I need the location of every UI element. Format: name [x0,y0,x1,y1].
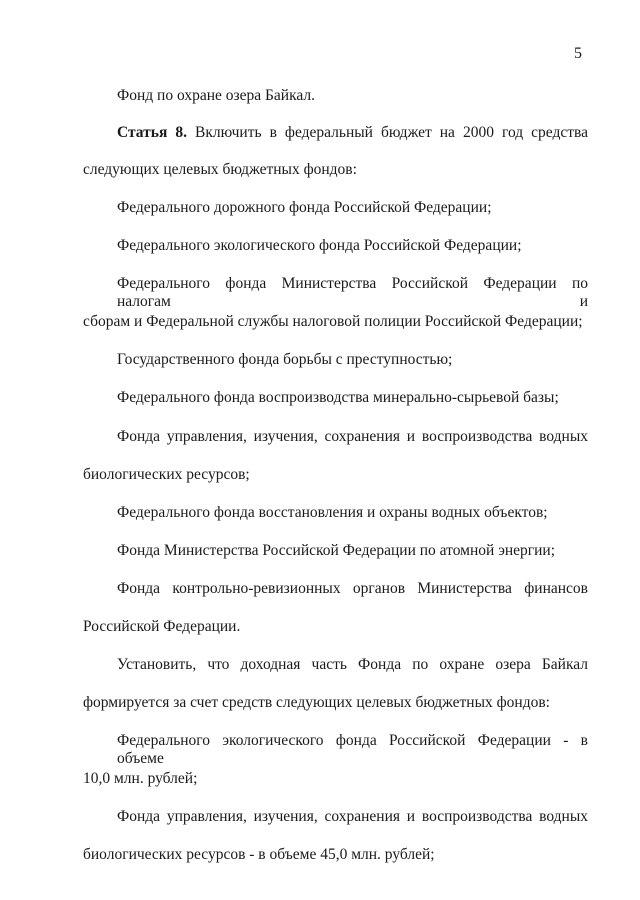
line-baikal-fund: Фонд по охране озера Байкал. [117,87,316,104]
line-bio-amount-2: биологических ресурсов - в объеме 45,0 млн. рублей; [83,846,435,863]
line-bio-resources-1: Фонда управления, изучения, сохранения и воспроизводства водных [117,428,588,445]
line-target-funds: следующих целевых бюджетных фондов: [83,161,357,178]
line-ecology-fund: Федерального экологического фонда Российской Федерации; [117,237,522,254]
line-ecology-amount-1: Федерального экологического фонда Российской Федерации - в объеме [117,732,588,767]
line-atomic-fund: Фонда Министерства Российской Федерации по атомной энергии; [117,542,556,559]
line-tax-fund-1: Федерального фонда Министерства Российской Федерации по налогам и [117,275,588,310]
article-8-text: Включить в федеральный бюджет на 2000 год средства [187,124,588,141]
line-crime-fund: Государственного фонда борьбы с преступностью; [117,351,453,368]
line-bio-amount-1: Фонда управления, изучения, сохранения и воспроизводства водных [117,808,588,825]
line-ecology-amount-2: 10,0 млн. рублей; [83,770,198,787]
page-number: 5 [574,45,582,62]
line-establish-1: Установить, что доходная часть Фонда по охране озера Байкал [117,656,588,673]
line-mineral-fund: Федерального фонда воспроизводства минерально-сырьевой базы; [117,389,559,406]
line-water-objects-fund: Федерального фонда восстановления и охраны водных объектов; [117,504,548,521]
article-8-first-line [117,124,588,142]
line-road-fund: Федерального дорожного фонда Российской Федерации; [117,199,492,216]
line-bio-resources-2: биологических ресурсов; [83,466,250,483]
line-establish-2: формируется за счет средств следующих целевых бюджетных фондов: [83,694,550,711]
line-audit-fund-1: Фонда контрольно-ревизионных органов Министерства финансов [117,580,588,597]
line-audit-fund-2: Российской Федерации. [83,618,241,635]
article-heading: Статья 8. [117,124,187,141]
line-tax-fund-2: сборам и Федеральной службы налоговой полиции Российской Федерации; [83,313,583,330]
